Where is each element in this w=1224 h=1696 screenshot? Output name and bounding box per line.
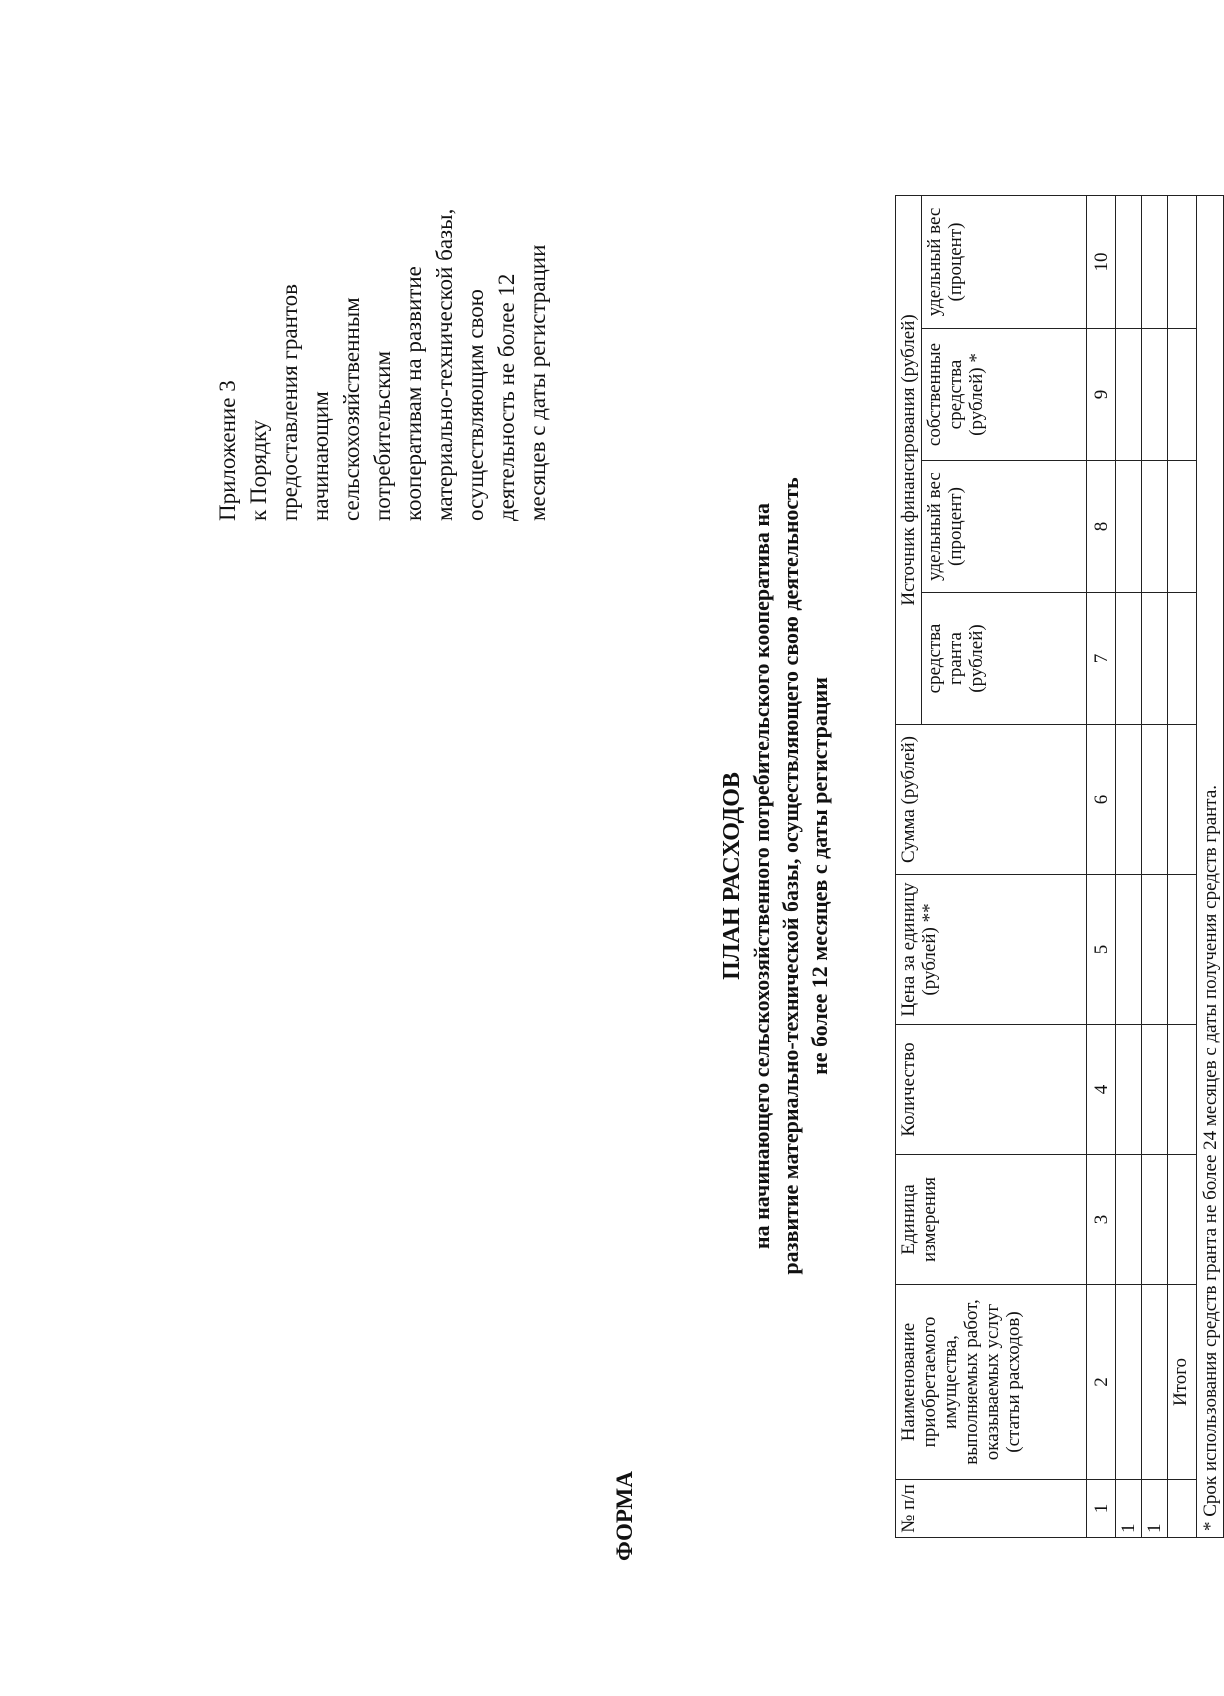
header-num: № п/п bbox=[896, 1480, 1087, 1538]
table-cell bbox=[1142, 875, 1168, 1025]
header-sum: Сумма (рублей) bbox=[896, 725, 1087, 875]
table-cell bbox=[1168, 875, 1197, 1025]
title-main: ПЛАН РАСХОДОВ bbox=[719, 772, 745, 980]
row-number: 1 bbox=[1116, 1480, 1142, 1538]
column-number: 9 bbox=[1087, 329, 1116, 461]
table-cell bbox=[1116, 1285, 1142, 1480]
column-number: 3 bbox=[1087, 1155, 1116, 1285]
title-subline: развитие материально-технической базы, осуществляющего свою деятельность bbox=[778, 477, 803, 1275]
appendix-line: кооперативам на развитие bbox=[401, 266, 426, 521]
header-grant-share: удельный вес (процент) bbox=[922, 461, 1087, 593]
table-row bbox=[1142, 195, 1168, 1537]
footnote-text: * Срок использования средств гранта не более 24 месяцев с даты получения средств гранта. bbox=[1197, 195, 1224, 1537]
total-label: Итого bbox=[1168, 1285, 1197, 1480]
column-number: 8 bbox=[1087, 461, 1116, 593]
form-label: ФОРМА bbox=[612, 1471, 637, 1561]
appendix-line: Приложение 3 bbox=[215, 380, 240, 521]
expense-plan-table-container bbox=[895, 196, 1224, 1538]
table-cell bbox=[1116, 875, 1142, 1025]
expense-plan-table bbox=[895, 195, 1224, 1538]
appendix-line: месяцев с даты регистрации bbox=[525, 244, 550, 521]
column-number: 10 bbox=[1087, 195, 1116, 328]
header-unit: Единица измерения bbox=[896, 1155, 1087, 1285]
table-cell bbox=[1116, 195, 1142, 328]
appendix-line: предоставления грантов bbox=[277, 284, 302, 521]
table-cell bbox=[1168, 1480, 1197, 1538]
table-cell bbox=[1116, 725, 1142, 875]
table-cell bbox=[1116, 329, 1142, 461]
row-number: 1 bbox=[1142, 1480, 1168, 1538]
table-cell bbox=[1142, 461, 1168, 593]
header-financing-source: Источник финансирования (рублей) bbox=[896, 195, 922, 724]
column-number-row bbox=[1087, 195, 1116, 1537]
header-row-1 bbox=[896, 195, 922, 1537]
table-cell bbox=[1142, 593, 1168, 725]
column-number: 6 bbox=[1087, 725, 1116, 875]
table-cell bbox=[1142, 1285, 1168, 1480]
table-cell bbox=[1116, 593, 1142, 725]
header-quantity: Количество bbox=[896, 1025, 1087, 1155]
total-row bbox=[1168, 195, 1197, 1537]
table-cell bbox=[1142, 329, 1168, 461]
appendix-line: сельскохозяйственным bbox=[339, 297, 364, 521]
table-cell bbox=[1168, 461, 1197, 593]
table-cell bbox=[1142, 195, 1168, 328]
table-cell bbox=[1142, 725, 1168, 875]
table-cell bbox=[1168, 195, 1197, 328]
table-cell bbox=[1168, 593, 1197, 725]
title-subline: не более 12 месяцев с даты регистрации bbox=[807, 677, 832, 1075]
column-number: 4 bbox=[1087, 1025, 1116, 1155]
table-cell bbox=[1168, 1025, 1197, 1155]
header-name: Наименование приобретаемого имущества, выполняемых работ, оказываемых услуг (статьи расходов) bbox=[896, 1285, 1087, 1480]
table-row bbox=[1116, 195, 1142, 1537]
appendix-line: начинающим bbox=[308, 391, 333, 521]
appendix-line: к Порядку bbox=[246, 419, 271, 521]
column-number: 2 bbox=[1087, 1285, 1116, 1480]
column-number: 1 bbox=[1087, 1480, 1116, 1538]
document-title bbox=[718, 376, 834, 1376]
appendix-line: деятельность не более 12 bbox=[494, 273, 519, 521]
appendix-reference bbox=[212, 161, 553, 521]
header-price: Цена за единицу (рублей) ** bbox=[896, 875, 1087, 1025]
table-cell bbox=[1116, 1155, 1142, 1285]
header-own-funds: собственные средства (рублей) * bbox=[922, 329, 1087, 461]
appendix-line: материально-технической базы, bbox=[432, 208, 457, 521]
header-own-share: удельный вес (процент) bbox=[922, 195, 1087, 328]
table-cell bbox=[1168, 725, 1197, 875]
table-cell bbox=[1142, 1025, 1168, 1155]
footnote-row bbox=[1197, 195, 1224, 1537]
table-cell bbox=[1116, 1025, 1142, 1155]
appendix-line: потребительским bbox=[370, 350, 395, 521]
column-number: 5 bbox=[1087, 875, 1116, 1025]
appendix-line: осуществляющим свою bbox=[463, 289, 488, 521]
header-grant-funds: средства гранта (рублей) bbox=[922, 593, 1087, 725]
column-number: 7 bbox=[1087, 593, 1116, 725]
table-cell bbox=[1116, 461, 1142, 593]
table-cell bbox=[1142, 1155, 1168, 1285]
table-cell bbox=[1168, 1155, 1197, 1285]
table-cell bbox=[1168, 329, 1197, 461]
title-subline: на начинающего сельскохозяйственного потребительского кооператива на bbox=[749, 502, 774, 1250]
